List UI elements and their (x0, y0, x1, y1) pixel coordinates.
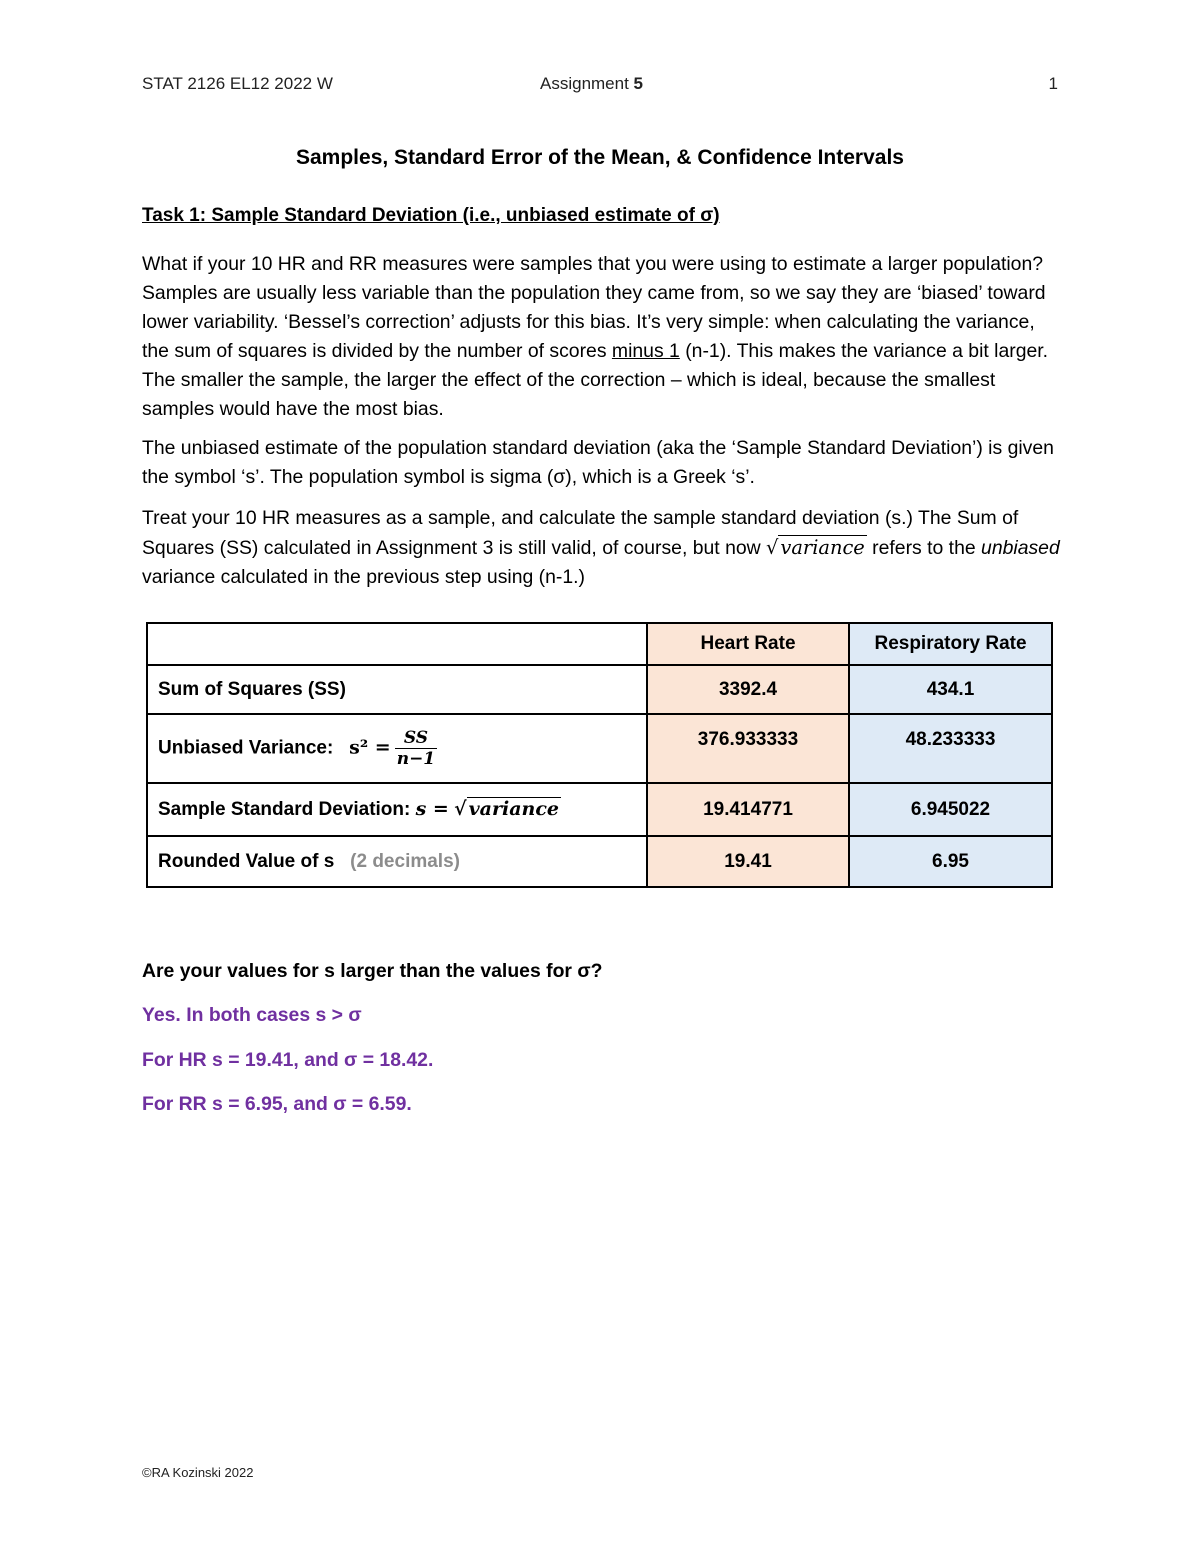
task-heading: Task 1: Sample Standard Deviation (i.e., unbiased estimate of σ) (142, 205, 720, 226)
hr-rounded-value: 19.41 (647, 836, 849, 887)
rounded-label-text: Rounded Value of s (158, 850, 335, 872)
course-code: STAT 2126 EL12 2022 W (142, 74, 333, 93)
fraction-numerator: SS (395, 728, 437, 749)
paragraph-instructions-b: refers to the (866, 537, 982, 559)
question-text: Are your values for s larger than the values for σ? (142, 960, 603, 982)
answer-line-1: Yes. In both cases s > σ (142, 1004, 362, 1026)
variance-fraction (395, 728, 437, 769)
page-title: Samples, Standard Error of the Mean, & Confidence Intervals (296, 146, 904, 169)
paragraph-bessel (142, 250, 1062, 424)
sqrt-radicand: variance (468, 798, 560, 820)
unbiased-italic: unbiased (981, 537, 1060, 559)
minus-one-underlined: minus 1 (611, 340, 680, 362)
empty-corner-cell (147, 623, 647, 665)
page-header (142, 74, 1058, 98)
paragraph-instructions (142, 504, 1062, 592)
assignment-label (540, 74, 643, 94)
row-label-ss: Sum of Squares (SS) (147, 665, 647, 714)
variance-formula-lhs: s² = (349, 736, 391, 759)
sqrt-symbol: √ (766, 536, 779, 559)
table-row (147, 665, 1052, 714)
paragraph-symbols: The unbiased estimate of the population standard deviation (aka the ‘Sample Standard Deviation’) is given the symbol ‘s’. The population symbol is sigma (σ), which is a Greek ‘s’. (142, 437, 1054, 488)
sqrt-radicand: variance (780, 536, 865, 559)
paragraph-bessel-a: What if your 10 HR and RR measures were samples that you were using to estimate a larger population? Samples are usually less variable than the population they came from, so we say they are ‘biased’ toward lower variability. ‘Bessel’s correction’ adjusts for this bias. It’s very simple: when calculating the variance, the sum of squares is divided by the number of scores (142, 253, 1046, 362)
sd-formula-lhs: s = (415, 798, 449, 820)
respiratory-rate-header: Respiratory Rate (849, 623, 1052, 665)
answer-line-3: For RR s = 6.95, and σ = 6.59. (142, 1093, 412, 1115)
copyright-footer: ©RA Kozinski 2022 (142, 1465, 254, 1480)
paragraph-instructions-a: Treat your 10 HR measures as a sample, and calculate the sample standard deviation (s.) The Sum of Squares (SS) calculated in Assignment 3 is still valid, of course, but now (142, 507, 1019, 559)
sqrt-symbol: √ (454, 798, 467, 820)
paragraph-bessel-b: (n-1). This makes the variance a bit larger. The smaller the sample, the larger the effect of the correction – which is ideal, because the smallest samples would have the most bias. (142, 340, 1049, 420)
table-header-row (147, 623, 1052, 665)
page-number: 1 (1048, 74, 1058, 93)
statistics-table (146, 622, 1053, 888)
table-row (147, 714, 1052, 783)
rr-ss-value: 434.1 (849, 665, 1052, 714)
hr-ss-value: 3392.4 (647, 665, 849, 714)
sqrt-variance-formula (454, 798, 561, 821)
row-label-variance (147, 714, 647, 783)
heart-rate-header: Heart Rate (647, 623, 849, 665)
rounded-note: (2 decimals) (350, 850, 460, 872)
table-row (147, 836, 1052, 887)
hr-sd-value: 19.414771 (647, 783, 849, 836)
rr-rounded-value: 6.95 (849, 836, 1052, 887)
answer-line-2: For HR s = 19.41, and σ = 18.42. (142, 1049, 434, 1071)
hr-variance-value: 376.933333 (647, 714, 849, 783)
rr-variance-value: 48.233333 (849, 714, 1052, 783)
assignment-prefix: Assignment (540, 74, 634, 93)
row-label-rounded (147, 836, 647, 887)
variance-label-text: Unbiased Variance: (158, 737, 334, 759)
rr-sd-value: 6.945022 (849, 783, 1052, 836)
row-label-sd (147, 783, 647, 836)
assignment-number: 5 (633, 74, 644, 93)
fraction-denominator: n−1 (396, 749, 436, 769)
sd-label-text: Sample Standard Deviation: (158, 799, 411, 820)
sqrt-variance-inline (766, 533, 867, 563)
paragraph-instructions-c: variance calculated in the previous step using (n-1.) (142, 566, 585, 588)
table-row (147, 783, 1052, 836)
